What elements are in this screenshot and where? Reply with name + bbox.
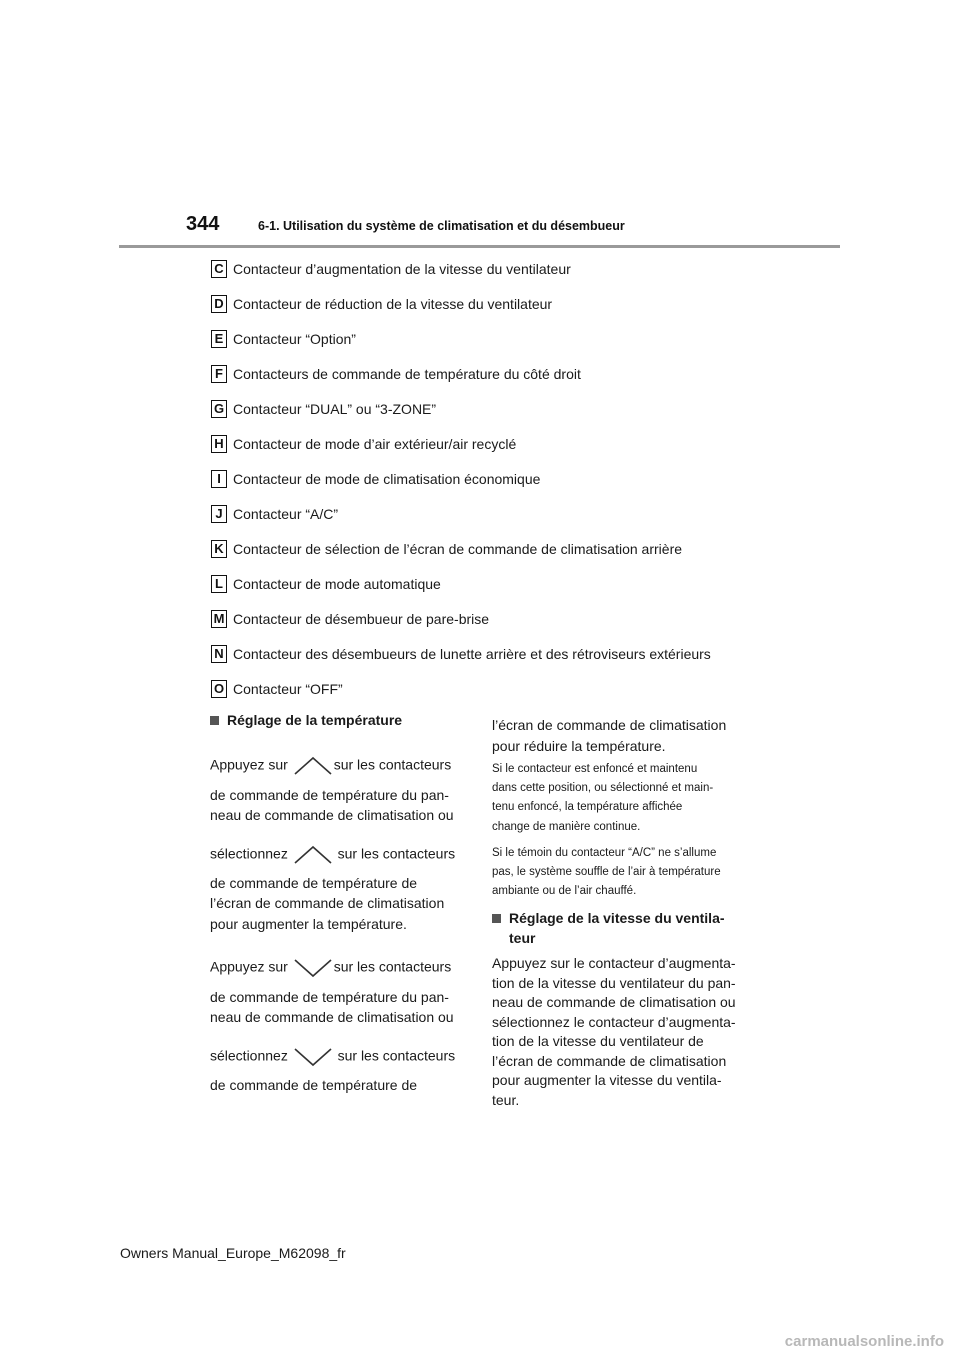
temperature-heading-text: Réglage de la température [227,712,403,728]
legend-text: Contacteur de mode d’air extérieur/air recyclé [233,436,517,452]
chevron-up-icon [292,755,334,777]
temp-line: neau de commande de climatisation ou [210,1009,454,1025]
fan-speed-heading [492,910,725,926]
legend-item-k [211,538,682,560]
temp-line [210,755,451,777]
legend-letter: K [211,540,227,558]
note-line: tenu enfoncé, la température affichée [492,801,683,813]
legend-text: Contacteur de mode de climatisation économique [233,471,541,487]
legend-letter: E [211,330,227,348]
temp-text: sur les contacteurs [333,756,452,773]
legend-text: Contacteur des désembueurs de lunette arrière et des rétroviseurs extérieurs [233,646,711,662]
temp-line [210,844,455,866]
legend-letter: C [211,260,227,278]
legend-item-i [211,468,540,490]
legend-item-n [211,643,711,665]
chevron-up-icon [292,844,334,866]
fan-line: pour augmenter la vitesse du ventila- [492,1072,722,1088]
fan-speed-heading-text: Réglage de la vitesse du ventila- [509,910,725,926]
chevron-down-icon [292,957,334,979]
legend-letter: I [211,470,227,488]
legend-letter: J [211,505,227,523]
page-number: 344 [186,213,220,235]
legend-item-c [211,258,571,280]
temp-line: de commande de température du pan- [210,787,449,803]
fan-line: tion de la vitesse du ventilateur du pan- [492,975,736,991]
note-line: change de manière continue. [492,821,641,833]
fan-line: sélectionnez le contacteur d’augmenta- [492,1014,736,1030]
temp-line: l’écran de commande de climatisation [210,895,445,911]
legend-text: Contacteur “Option” [233,331,356,347]
legend-text: Contacteur “OFF” [233,681,343,697]
legend-item-g [211,398,436,420]
temp-line: l’écran de commande de climatisation [492,717,727,733]
legend-item-l [211,573,441,595]
legend-letter: D [211,295,227,313]
note-line: ambiante ou de l’air chauffé. [492,885,637,897]
temp-text: sélectionnez [210,1047,292,1064]
legend-text: Contacteur de mode automatique [233,576,441,592]
temp-text: sur les contacteurs [333,845,456,862]
fan-line: teur. [492,1092,520,1108]
fan-line: Appuyez sur le contacteur d’augmenta- [492,955,736,971]
legend-item-d [211,293,552,315]
square-bullet-icon [492,914,501,923]
legend-text: Contacteur de réduction de la vitesse du ventilateur [233,296,553,312]
legend-item-m [211,608,489,630]
legend-item-h [211,433,516,455]
legend-letter: F [211,365,227,383]
legend-letter: N [211,645,227,663]
temp-text: Appuyez sur [210,958,292,975]
note-line: pas, le système souffle de l’air à température [492,866,721,878]
legend-letter: L [211,575,227,593]
fan-line: tion de la vitesse du ventilateur de [492,1033,704,1049]
page-header [0,0,960,250]
legend-text: Contacteur “DUAL” ou “3-ZONE” [233,401,437,417]
header-divider [119,245,840,248]
legend-item-f [211,363,581,385]
temp-text: sur les contacteurs [333,958,452,975]
legend-text: Contacteur “A/C” [233,506,339,522]
legend-item-e [211,328,356,350]
legend-item-j [211,503,338,525]
note-line: dans cette position, ou sélectionné et main- [492,782,714,794]
temp-text: sur les contacteurs [333,1047,456,1064]
legend-letter: G [211,400,227,418]
temp-text: Appuyez sur [210,756,292,773]
temp-line: pour augmenter la température. [210,916,407,932]
note-line: Si le contacteur est enfoncé et maintenu [492,763,698,775]
footer-manual-id: Owners Manual_Europe_M62098_fr [120,1245,346,1261]
legend-text: Contacteur de désembueur de pare-brise [233,611,490,627]
temp-line: de commande de température du pan- [210,989,449,1005]
section-title: 6-1. Utilisation du système de climatisation et du désembueur [258,219,625,233]
temp-line [210,957,451,979]
legend-text: Contacteur d’augmentation de la vitesse du ventilateur [233,261,571,277]
temp-line: de commande de température de [210,1077,418,1093]
temp-line: de commande de température de [210,875,418,891]
square-bullet-icon [210,716,219,725]
temperature-heading [210,712,402,728]
temp-text: sélectionnez [210,845,292,862]
fan-line: l’écran de commande de climatisation [492,1053,727,1069]
legend-letter: H [211,435,227,453]
legend-letter: M [211,610,227,628]
temp-line: pour réduire la température. [492,738,666,754]
note-line: Si le témoin du contacteur “A/C” ne s’allume [492,847,717,859]
watermark: carmanualsonline.info [784,1333,944,1350]
legend-text: Contacteur de sélection de l’écran de commande de climatisation arrière [233,541,683,557]
chevron-down-icon [292,1046,334,1068]
legend-text: Contacteurs de commande de température du côté droit [233,366,581,382]
fan-line: neau de commande de climatisation ou [492,994,736,1010]
legend-item-o [211,678,343,700]
temp-line [210,1046,455,1068]
temp-line: neau de commande de climatisation ou [210,807,454,823]
legend-letter: O [211,680,227,698]
fan-speed-heading-cont: teur [509,930,536,946]
